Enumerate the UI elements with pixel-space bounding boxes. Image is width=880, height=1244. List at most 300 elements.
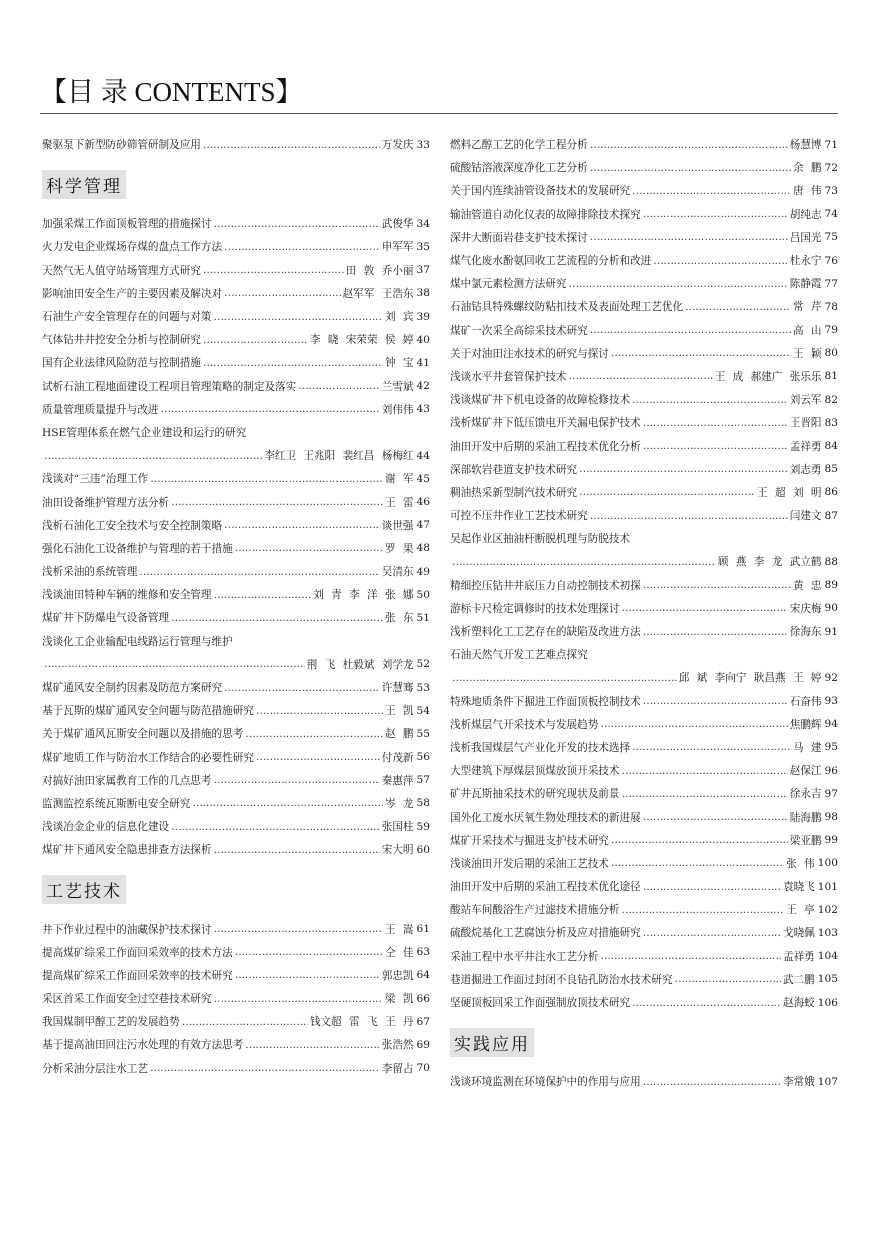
toc-entry[interactable] — [42, 375, 430, 398]
toc-entry[interactable] — [42, 941, 430, 964]
section-label: 工艺技术 — [42, 875, 126, 904]
entry-authors: 闫建文 — [789, 510, 822, 523]
toc-entry[interactable] — [450, 272, 838, 295]
entry-page-number: 58 — [416, 797, 430, 810]
entry-page-number: 38 — [416, 287, 430, 300]
toc-entry[interactable] — [450, 226, 838, 249]
entry-page-number: 101 — [817, 880, 838, 893]
toc-entry[interactable] — [450, 875, 838, 898]
entry-authors: 王 超 刘 明 — [757, 486, 822, 499]
toc-entry[interactable] — [42, 917, 430, 940]
entry-title: 浅谈水平井套管保护技术 — [450, 370, 567, 383]
toc-entry[interactable] — [450, 574, 838, 597]
leader-dots — [590, 324, 791, 336]
leader-dots — [632, 185, 791, 197]
entry-page-number: 90 — [824, 602, 838, 615]
leader-dots — [643, 208, 788, 220]
section-heading — [450, 1014, 838, 1070]
entry-title: 浅谈油田开发后期的采油工艺技术 — [450, 857, 609, 870]
entry-page-number: 54 — [416, 704, 430, 717]
leader-dots — [298, 380, 379, 392]
leader-dots — [203, 264, 344, 276]
entry-page-number: 83 — [824, 416, 838, 429]
toc-entry[interactable] — [42, 305, 430, 328]
entry-authors: 刘伟伟 — [381, 403, 414, 416]
toc-entry[interactable] — [42, 1033, 430, 1056]
toc-entry[interactable] — [450, 968, 838, 991]
entry-authors: 李红卫 王兆阳 裴红昌 杨梅红 — [264, 450, 414, 463]
toc-entry[interactable] — [450, 620, 838, 643]
entry-title: 采油工程中水平井注水工艺分析 — [450, 950, 599, 963]
entry-page-number: 42 — [416, 380, 430, 393]
toc-entry[interactable] — [450, 736, 838, 759]
entry-title: 煤矿井下通风安全隐患排查方法探析 — [42, 844, 212, 857]
leader-dots — [622, 904, 785, 916]
entry-page-number: 35 — [416, 240, 430, 253]
entry-page-number: 37 — [416, 264, 430, 277]
toc-entry-title-line[interactable] — [450, 643, 838, 666]
entry-page-number: 63 — [416, 946, 430, 959]
toc-entry[interactable] — [42, 212, 430, 235]
entry-title: 大型建筑下厚煤层顶煤放顶开采技术 — [450, 765, 620, 778]
entry-page-number: 97 — [824, 787, 838, 800]
entry-authors: 王 成 郝建广 张乐乐 — [714, 370, 822, 383]
entry-title: 加强采煤工作面顶板管理的措施探讨 — [42, 218, 212, 231]
toc-entry[interactable] — [42, 583, 430, 606]
entry-authors: 刘 青 李 洋 张 娜 — [313, 589, 414, 602]
entry-page-number: 105 — [817, 973, 838, 986]
entry-authors: 王 凯 — [384, 705, 414, 718]
entry-page-number: 60 — [416, 843, 430, 856]
entry-page-number: 72 — [824, 161, 838, 174]
toc-entry[interactable] — [450, 782, 838, 805]
entry-page-number: 34 — [416, 217, 430, 230]
section-label: 实践应用 — [450, 1028, 534, 1057]
toc-entry[interactable] — [42, 606, 430, 629]
entry-authors: 武二鹏 — [782, 973, 815, 986]
entry-authors: 马 建 — [792, 741, 822, 754]
entry-page-number: 78 — [824, 300, 838, 313]
entry-page-number: 50 — [416, 588, 430, 601]
entry-authors: 陆海鹏 — [789, 811, 822, 824]
leader-dots — [171, 612, 383, 624]
leader-dots — [214, 844, 380, 856]
entry-title: 酸站车间酸浴生产过滤技术措施分析 — [450, 904, 620, 917]
leader-dots — [171, 496, 383, 508]
entry-authors: 李常娥 — [782, 1076, 815, 1089]
entry-page-number: 82 — [824, 393, 838, 406]
entry-authors: 刘 宾 — [384, 311, 414, 324]
toc-entry[interactable] — [42, 467, 430, 490]
entry-page-number: 95 — [824, 741, 838, 754]
entry-page-number: 88 — [824, 555, 838, 568]
leader-dots — [643, 927, 781, 939]
entry-authors: 胡纯志 — [789, 208, 822, 221]
entry-authors: 顾 燕 李 龙 武立鹤 — [717, 556, 822, 569]
entry-page-number: 49 — [416, 565, 430, 578]
entry-title: 稠油热采新型制汽技术研究 — [450, 486, 578, 499]
entry-page-number: 75 — [824, 231, 838, 244]
entry-title: 浅析煤矿井下低压馈电开关漏电保护技术 — [450, 417, 641, 430]
entry-title: 基于提高油田回注污水处理的有效方法思考 — [42, 1039, 244, 1052]
toc-entry[interactable] — [42, 133, 430, 156]
toc-entry[interactable] — [450, 1070, 838, 1093]
entry-authors: 戈晓佩 — [782, 927, 815, 940]
toc-entry[interactable] — [42, 514, 430, 537]
leader-dots — [452, 672, 677, 684]
entry-title: 浅谈油田特种车辆的维修和安全管理 — [42, 589, 212, 602]
entry-page-number: 43 — [416, 403, 430, 416]
entry-authors: 刘云军 — [789, 394, 822, 407]
toc-entry[interactable] — [42, 259, 430, 282]
leader-dots — [569, 278, 788, 290]
entry-title: 我国煤制甲醇工艺的发展趋势 — [42, 1016, 180, 1029]
toc-entry[interactable] — [450, 666, 838, 689]
entry-title: 浅谈环境监测在环境保护中的作用与应用 — [450, 1076, 641, 1089]
entry-title: 质量管理质量提升与改进 — [42, 403, 159, 416]
leader-dots — [203, 357, 383, 369]
entry-title: 坚硬顶板回采工作面强制放顶技术研究 — [450, 997, 631, 1010]
entry-authors: 吴清东 — [381, 566, 414, 579]
leader-dots — [600, 718, 787, 730]
entry-page-number: 70 — [416, 1062, 430, 1075]
toc-entry[interactable] — [42, 1057, 430, 1080]
toc-entry[interactable] — [42, 964, 430, 987]
leader-dots — [632, 394, 788, 406]
entry-title: 提高煤矿综采工作面回采效率的技术方法 — [42, 946, 233, 959]
entry-title: 浅谈煤矿井下机电设备的故障检修技术 — [450, 394, 631, 407]
entry-authors: 赵保江 — [789, 765, 822, 778]
toc-entry[interactable] — [450, 550, 838, 573]
leader-dots — [643, 579, 791, 591]
leader-dots — [245, 1039, 379, 1051]
leader-dots — [643, 695, 788, 707]
entry-page-number: 93 — [824, 695, 838, 708]
entry-title: 国外化工废水厌氧生物处理技术的新进展 — [450, 811, 641, 824]
entry-authors: 袁晓飞 — [782, 881, 815, 894]
entry-authors: 陈静霞 — [789, 278, 822, 291]
leader-dots — [161, 403, 380, 415]
leader-dots — [224, 287, 340, 299]
entry-title: 煤矿井下防爆电气设备管理 — [42, 612, 170, 625]
entry-authors: 徐永吉 — [789, 788, 822, 801]
entry-authors: 许慧骞 — [381, 682, 414, 695]
entry-title: 矿井瓦斯抽采技术的研究现状及前景 — [450, 788, 620, 801]
entry-authors: 石奋伟 — [789, 695, 822, 708]
entry-title: 煤矿开采技术与掘进支护技术研究 — [450, 834, 609, 847]
leader-dots — [224, 519, 380, 531]
entry-title: 天然气无人值守站场管理方式研究 — [42, 264, 201, 277]
leader-dots — [182, 1016, 308, 1028]
entry-title: 输油管道自动化仪表的故障排除技术探究 — [450, 208, 641, 221]
entry-title: HSE管理体系在燃气企业建设和运行的研究 — [42, 426, 247, 439]
toc-entry[interactable] — [42, 653, 430, 676]
entry-title: 影响油田安全生产的主要因素及解决对 — [42, 287, 223, 300]
entry-authors: 梁 凯 — [384, 993, 414, 1006]
entry-title: 提高煤矿综采工作面回采效率的技术研究 — [42, 969, 233, 982]
leader-dots — [150, 473, 383, 485]
toc-entry[interactable] — [450, 319, 838, 342]
entry-title: 煤矿通风安全制约因素及防范方案研究 — [42, 682, 223, 695]
entry-authors: 刘志勇 — [789, 463, 822, 476]
leader-dots — [245, 728, 383, 740]
leader-dots — [579, 486, 755, 498]
toc-entry[interactable] — [450, 458, 838, 481]
entry-page-number: 39 — [416, 310, 430, 323]
toc-entry[interactable] — [450, 133, 838, 156]
entry-page-number: 64 — [416, 969, 430, 982]
entry-page-number: 57 — [416, 774, 430, 787]
entry-page-number: 33 — [416, 138, 430, 151]
leader-dots — [203, 334, 308, 346]
leader-dots — [643, 811, 788, 823]
entry-authors: 杜永宁 — [789, 255, 822, 268]
leader-dots — [611, 834, 788, 846]
entry-page-number: 104 — [817, 950, 838, 963]
entry-title: 对搞好油田家属教育工作的几点思考 — [42, 774, 212, 787]
entry-authors: 荆 飞 杜毅斌 刘学龙 — [306, 658, 414, 671]
entry-title: 浅析煤层气开采技术与发展趋势 — [450, 718, 599, 731]
entry-title: 关于煤矿通风瓦斯安全问题以及措施的思考 — [42, 728, 244, 741]
toc-entry[interactable] — [42, 722, 430, 745]
entry-page-number: 69 — [416, 1038, 430, 1051]
leader-dots — [235, 946, 383, 958]
entry-title: 国有企业法律风险防范与控制措施 — [42, 357, 201, 370]
toc-entry[interactable] — [450, 690, 838, 713]
entry-authors: 张 伟 — [786, 857, 815, 870]
toc-entry[interactable] — [42, 1010, 430, 1033]
entry-authors: 焦鹏辉 — [789, 718, 822, 731]
toc-left-column — [42, 133, 430, 1080]
toc-entry[interactable] — [450, 829, 838, 852]
entry-page-number: 79 — [824, 324, 838, 337]
entry-page-number: 77 — [824, 277, 838, 290]
leader-dots — [590, 510, 788, 522]
entry-authors: 兰雪斌 — [381, 380, 414, 393]
leader-dots — [224, 241, 380, 253]
entry-title: 浅谈对“三违”治理工作 — [42, 473, 149, 486]
toc-entry[interactable] — [450, 921, 838, 944]
entry-page-number: 47 — [416, 519, 430, 532]
toc-entry[interactable] — [450, 179, 838, 202]
entry-authors: 谢 军 — [384, 473, 414, 486]
section-label: 科学管理 — [42, 170, 126, 199]
entry-authors: 唐 伟 — [792, 185, 822, 198]
toc-entry[interactable] — [42, 235, 430, 258]
leader-dots — [150, 1062, 380, 1074]
toc-entry[interactable] — [450, 156, 838, 179]
toc-entry[interactable] — [42, 769, 430, 792]
entry-title: 吴起作业区抽油杆断脱机理与防脱技术 — [450, 533, 631, 546]
entry-title: 气体钻井井控安全分析与控制研究 — [42, 334, 201, 347]
entry-title: 煤矿地质工作与防治水工作结合的必要性研究 — [42, 751, 254, 764]
toc-entry[interactable] — [450, 945, 838, 968]
entry-authors: 吕国光 — [789, 231, 822, 244]
entry-title: 燃料乙醇工艺的化学工程分析 — [450, 139, 588, 152]
entry-page-number: 41 — [416, 356, 430, 369]
entry-authors: 张浩然 — [381, 1039, 414, 1052]
toc-entry[interactable] — [42, 398, 430, 421]
entry-title: 强化石油化工设备维护与管理的若干措施 — [42, 542, 233, 555]
toc-entry[interactable] — [450, 805, 838, 828]
leader-dots — [632, 741, 791, 753]
entry-title: 巷道掘进工作面过封闭不良钻孔防治水技术研究 — [450, 973, 673, 986]
leader-dots — [590, 162, 791, 174]
entry-page-number: 99 — [824, 834, 838, 847]
toc-entry[interactable] — [42, 676, 430, 699]
entry-title: 硫酸烷基化工艺腐蚀分析及应对措施研究 — [450, 927, 641, 940]
entry-page-number: 86 — [824, 486, 838, 499]
leader-dots — [171, 821, 380, 833]
entry-title: 聚驱泵下新型防砂筛管研制及应用 — [42, 139, 201, 152]
toc-entry[interactable] — [450, 852, 838, 875]
entry-authors: 高 山 — [792, 324, 822, 337]
entry-page-number: 40 — [416, 333, 430, 346]
section-heading — [42, 861, 430, 917]
entry-authors: 王 颖 — [792, 347, 822, 360]
leader-dots — [579, 463, 788, 475]
leader-dots — [600, 950, 781, 962]
toc-entry-title-line[interactable] — [450, 527, 838, 550]
entry-authors: 谈世强 — [381, 519, 414, 532]
entry-title: 浅析塑料化工工艺存在的缺陷及改进方法 — [450, 626, 641, 639]
entry-authors: 赵海蛟 — [782, 997, 815, 1010]
entry-page-number: 45 — [416, 472, 430, 485]
leader-dots — [256, 751, 380, 763]
toc-entry[interactable] — [42, 490, 430, 513]
entry-title: 关于国内连续油管设备技术的发展研究 — [450, 185, 631, 198]
toc-entry[interactable] — [450, 504, 838, 527]
toc-entry[interactable] — [450, 759, 838, 782]
leader-dots — [192, 797, 383, 809]
entry-page-number: 102 — [817, 903, 838, 916]
toc-entry[interactable] — [450, 481, 838, 504]
leader-dots — [452, 556, 716, 568]
entry-title: 浅析石油化工安全技术与安全控制策略 — [42, 519, 223, 532]
leader-dots — [235, 542, 383, 554]
entry-authors: 李 晓 宋荣荣 侯 婷 — [309, 334, 414, 347]
entry-title: 油田设备维护管理方法分析 — [42, 496, 170, 509]
toc-entry[interactable] — [42, 699, 430, 722]
entry-title: 游标卡尺检定调修时的技术处理探讨 — [450, 602, 620, 615]
entry-title: 分析采油分层注水工艺 — [42, 1062, 148, 1075]
entry-authors: 赵 鹏 — [384, 728, 414, 741]
entry-title: 井下作业过程中的油藏保护技术探讨 — [42, 923, 212, 936]
leader-dots — [235, 969, 380, 981]
entry-page-number: 51 — [416, 611, 430, 624]
entry-authors: 孟祥勇 — [782, 950, 815, 963]
entry-page-number: 92 — [824, 671, 838, 684]
toc-entry[interactable] — [42, 838, 430, 861]
entry-page-number: 71 — [824, 138, 838, 151]
leader-dots — [44, 450, 262, 462]
entry-page-number: 76 — [824, 254, 838, 267]
entry-page-number: 96 — [824, 764, 838, 777]
leader-dots — [44, 658, 305, 670]
toc-entry[interactable] — [42, 560, 430, 583]
entry-authors: 张国柱 — [381, 821, 414, 834]
entry-page-number: 61 — [416, 923, 430, 936]
toc-entry[interactable] — [42, 987, 430, 1010]
toc-entry[interactable] — [450, 411, 838, 434]
entry-title: 油田开发中后期的采油工程技术优化途径 — [450, 881, 641, 894]
toc-entry[interactable] — [450, 597, 838, 620]
entry-page-number: 107 — [817, 1075, 838, 1088]
entry-title: 深部软岩巷道支护技术研究 — [450, 463, 578, 476]
toc-entry[interactable] — [42, 792, 430, 815]
toc-entry[interactable] — [42, 444, 430, 467]
toc-entry[interactable] — [450, 991, 838, 1014]
toc-entry[interactable] — [42, 328, 430, 351]
entry-authors: 李留占 — [381, 1062, 414, 1075]
entry-page-number: 46 — [416, 496, 430, 509]
leader-dots — [643, 881, 781, 893]
entry-authors: 常 芹 — [792, 301, 822, 314]
toc-entry-title-line[interactable] — [42, 421, 430, 444]
leader-dots — [611, 347, 791, 359]
toc-entry[interactable] — [42, 351, 430, 374]
toc-entry[interactable] — [42, 746, 430, 769]
entry-title: 浅谈化工企业输配电线路运行管理与维护 — [42, 635, 233, 648]
entry-authors: 王 雷 — [384, 496, 414, 509]
leader-dots — [569, 370, 713, 382]
toc-entry[interactable] — [450, 713, 838, 736]
header-divider — [40, 113, 838, 114]
entry-page-number: 44 — [416, 449, 430, 462]
toc-entry[interactable] — [42, 282, 430, 305]
entry-authors: 申军军 — [381, 241, 414, 254]
entry-page-number: 55 — [416, 727, 430, 740]
toc-entry[interactable] — [450, 434, 838, 457]
entry-authors: 张 东 — [384, 612, 414, 625]
leader-dots — [674, 973, 781, 985]
entry-page-number: 80 — [824, 347, 838, 360]
toc-entry[interactable] — [450, 365, 838, 388]
toc-entry[interactable] — [42, 815, 430, 838]
entry-title: 监测监控系统瓦斯断电安全研究 — [42, 797, 191, 810]
entry-title: 煤气化废水酚氨回收工艺流程的分析和改进 — [450, 255, 652, 268]
toc-entry[interactable] — [450, 898, 838, 921]
entry-page-number: 89 — [824, 579, 838, 592]
entry-page-number: 73 — [824, 184, 838, 197]
entry-authors: 余 鹏 — [792, 162, 822, 175]
entry-page-number: 56 — [416, 751, 430, 764]
leader-dots — [203, 139, 380, 151]
entry-title: 深井大断面岩巷支护技术探讨 — [450, 231, 588, 244]
leader-dots — [590, 231, 788, 243]
entry-title: 采区首采工作面安全过空巷技术研究 — [42, 993, 212, 1006]
entry-authors: 邱 斌 李向宁 耿昌燕 王 婷 — [678, 672, 822, 685]
entry-authors: 仝 佳 — [384, 946, 414, 959]
toc-entry[interactable] — [450, 249, 838, 272]
entry-authors: 钱文超 雷 飞 王 丹 — [309, 1016, 414, 1029]
entry-authors: 宋庆梅 — [789, 602, 822, 615]
toc-entry[interactable] — [450, 388, 838, 411]
entry-page-number: 100 — [817, 857, 838, 870]
leader-dots — [622, 788, 788, 800]
entry-title: 浅析采油的系统管理 — [42, 566, 138, 579]
page-title: 【目 录 CONTENTS】 — [40, 77, 303, 107]
entry-page-number: 59 — [416, 820, 430, 833]
entry-title: 可控不压井作业工艺技术研究 — [450, 510, 588, 523]
toc-entry-title-line[interactable] — [42, 630, 430, 653]
toc-entry[interactable] — [450, 203, 838, 226]
toc-entry[interactable] — [42, 537, 430, 560]
entry-title: 关于对油田注水技术的研究与探讨 — [450, 347, 609, 360]
leader-dots — [643, 440, 788, 452]
toc-entry[interactable] — [450, 342, 838, 365]
toc-entry[interactable] — [450, 295, 838, 318]
